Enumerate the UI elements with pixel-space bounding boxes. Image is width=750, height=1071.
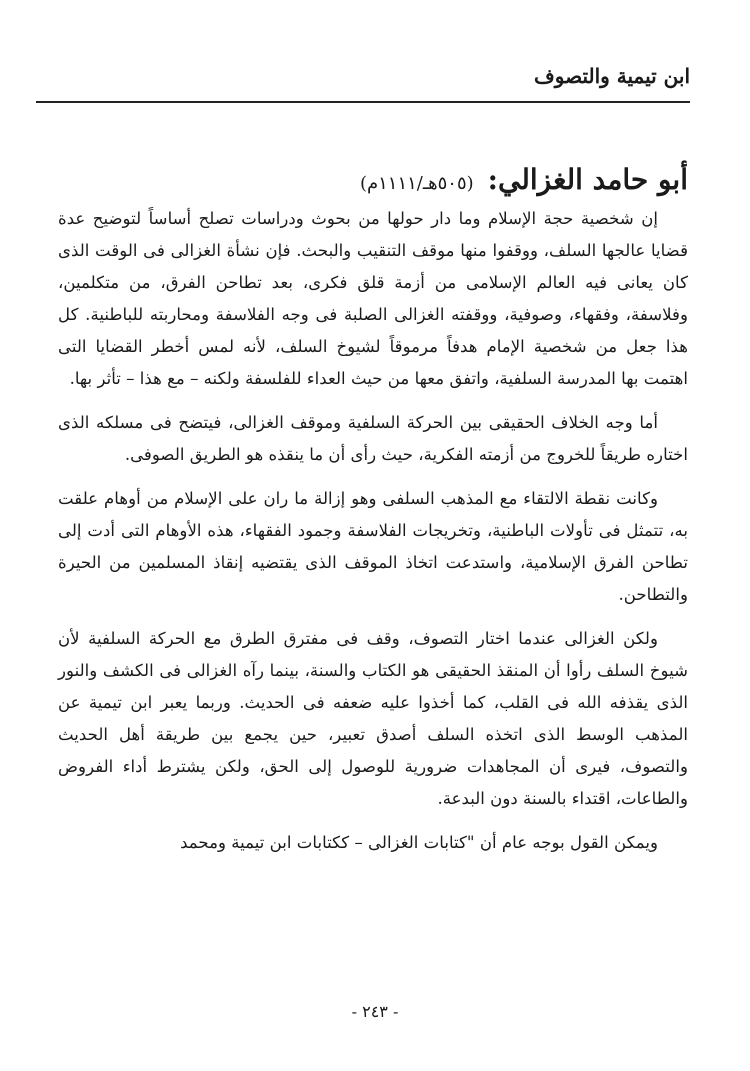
paragraph-3: وكانت نقطة الالتقاء مع المذهب السلفى وهو إزالة ما ران على الإسلام من أوهام علقت به، تتمثل فى تأولات الباطنية، وتخريجات الفلاسفة وجمود الفقهاء، هذه الأوهام التى أدت إلى تطاحن الفرق الإسلامية، واستدعت اتخاذ الموقف الذى يقتضيه إنقاذ المسلمين من الحيرة والتطاحن.	[58, 489, 688, 604]
heading-dates: (٥٠٥هـ/١١١١م)	[359, 173, 474, 194]
running-head: ابن تيمية والتصوف	[534, 64, 690, 88]
paragraph-5: ويمكن القول بوجه عام أن "كتابات الغزالى – ككتابات ابن تيمية ومحمد	[180, 833, 658, 852]
page-number: - ٢٤٣ -	[351, 1002, 399, 1021]
paragraph-1: إن شخصية حجة الإسلام وما دار حولها من بحوث ودراسات تصلح أساساً لتوضيح عدة قضايا عالجها السلف، ووقفوا منها موقف التنقيب والبحث. فإن نشأة الغزالى فى الوقت الذى كان يعانى فيه العالم الإسلامى من أزمة قلق فكرى، بعد تطاحن الفرق، من متكلمين، وفلاسفة، وفقهاء، وصوفية، ووقفته الغزالى الصلبة فى وجه الفلاسفة ومحاربته للباطنية. كل هذا جعل من شخصية الإمام هدفاً مرموقاً لشيوخ السلف، لأنه لمس أخطر القضايا التى اهتمت بها المدرسة السلفية، واتفق معها من حيث العداء للفلسفة ولكنه – مع هذا – تأثر بها.	[58, 209, 688, 388]
section-heading	[360, 163, 688, 196]
paragraph-2: أما وجه الخلاف الحقيقى بين الحركة السلفية وموقف الغزالى، فيتضح فى مسلكه الذى اختاره طريقاً للخروج من أزمته الفكرية، حيث رأى أن ما ينقذه هو الطريق الصوفى.	[58, 413, 688, 464]
body-text	[58, 203, 688, 871]
paragraph-4: ولكن الغزالى عندما اختار التصوف، وقف فى مفترق الطرق مع الحركة السلفية لأن شيوخ السلف رأوا أن المنقذ الحقيقى هو الكتاب والسنة، بينما رآه الغزالى فى الكشف والنور الذى يقذفه الله فى القلب، كما أخذوا عليه ضعفه فى الحديث. وربما يعبر ابن تيمية عن المذهب الوسط الذى اتخذه السلف أصدق تعبير، حين يجمع بين طريقة أهل الحديث والتصوف، فيرى أن المجاهدات ضرورية للوصول إلى الحق، ولكن يشترط أداء الفروض والطاعات، اقتداء بالسنة دون البدعة.	[58, 629, 688, 808]
header-rule	[36, 101, 690, 103]
heading-name: أبو حامد الغزالي:	[487, 163, 688, 196]
